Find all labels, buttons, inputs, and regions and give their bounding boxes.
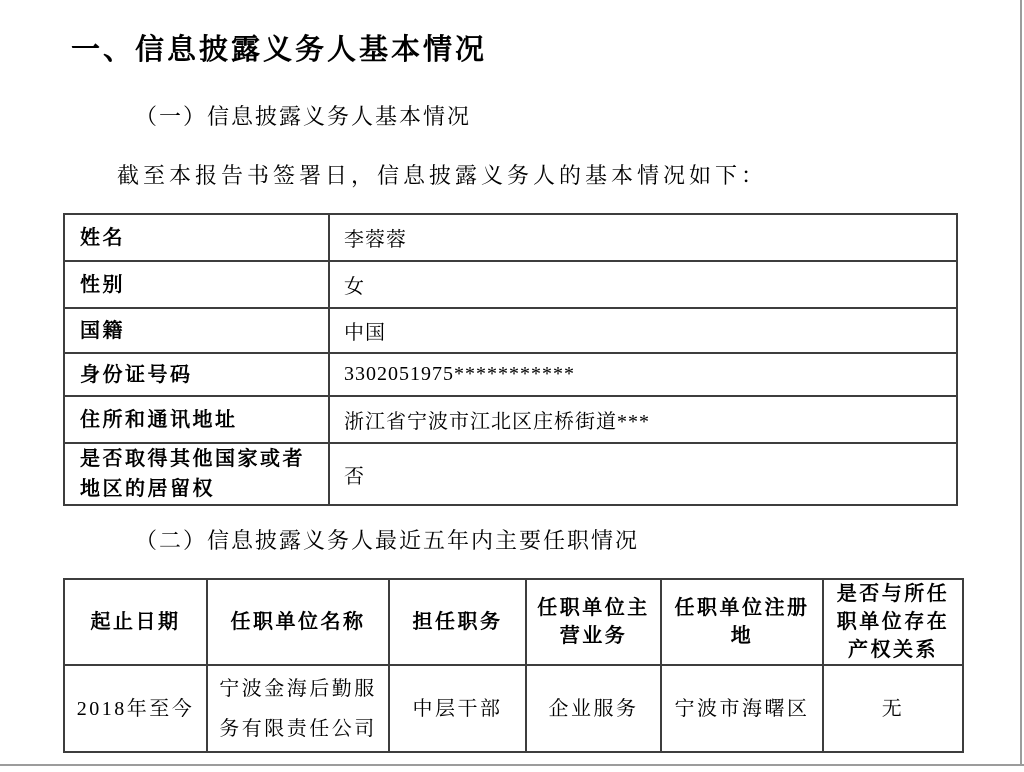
column-header: 起止日期 — [64, 579, 207, 665]
table-row — [64, 396, 957, 443]
column-header: 任职单位名称 — [207, 579, 389, 665]
table-row — [64, 261, 957, 308]
row-label: 性别 — [64, 261, 329, 308]
cell-company: 宁波金海后勤服务有限责任公司 — [207, 665, 389, 752]
subsection-2-title: （二）信息披露义务人最近五年内主要任职情况 — [135, 528, 640, 553]
employment-table — [63, 578, 964, 753]
cell-business: 企业服务 — [526, 665, 661, 752]
row-label: 国籍 — [64, 308, 329, 353]
cell-registered-place: 宁波市海曙区 — [661, 665, 823, 752]
row-label: 是否取得其他国家或者地区的居留权 — [64, 443, 329, 505]
column-header: 是否与所任职单位存在产权关系 — [823, 579, 963, 665]
cell-position: 中层干部 — [389, 665, 526, 752]
column-header: 担任职务 — [389, 579, 526, 665]
table-header-row — [64, 579, 963, 665]
row-label: 身份证号码 — [64, 353, 329, 396]
table-row — [64, 443, 957, 505]
section-title: 一、信息披露义务人基本情况 — [71, 34, 488, 66]
cell-equity-relation: 无 — [823, 665, 963, 752]
row-value: 否 — [329, 443, 957, 505]
row-value: 李蓉蓉 — [329, 214, 957, 261]
subsection-1-title: （一）信息披露义务人基本情况 — [135, 104, 472, 129]
basic-info-table — [63, 213, 958, 506]
row-label: 姓名 — [64, 214, 329, 261]
row-value: 中国 — [329, 308, 957, 353]
table-row — [64, 353, 957, 396]
column-header: 任职单位主营业务 — [526, 579, 661, 665]
row-label: 住所和通讯地址 — [64, 396, 329, 443]
cell-period: 2018年至今 — [64, 665, 207, 752]
row-value: 女 — [329, 261, 957, 308]
column-header: 任职单位注册地 — [661, 579, 823, 665]
row-value: 浙江省宁波市江北区庄桥街道*** — [329, 396, 957, 443]
table-row — [64, 665, 963, 752]
page-edge-right — [1020, 0, 1022, 766]
table-row — [64, 214, 957, 261]
intro-paragraph: 截至本报告书签署日，信息披露义务人的基本情况如下： — [117, 163, 768, 188]
row-value: 3302051975*********** — [329, 353, 957, 396]
table-row — [64, 308, 957, 353]
page-edge-bottom — [0, 764, 1024, 766]
